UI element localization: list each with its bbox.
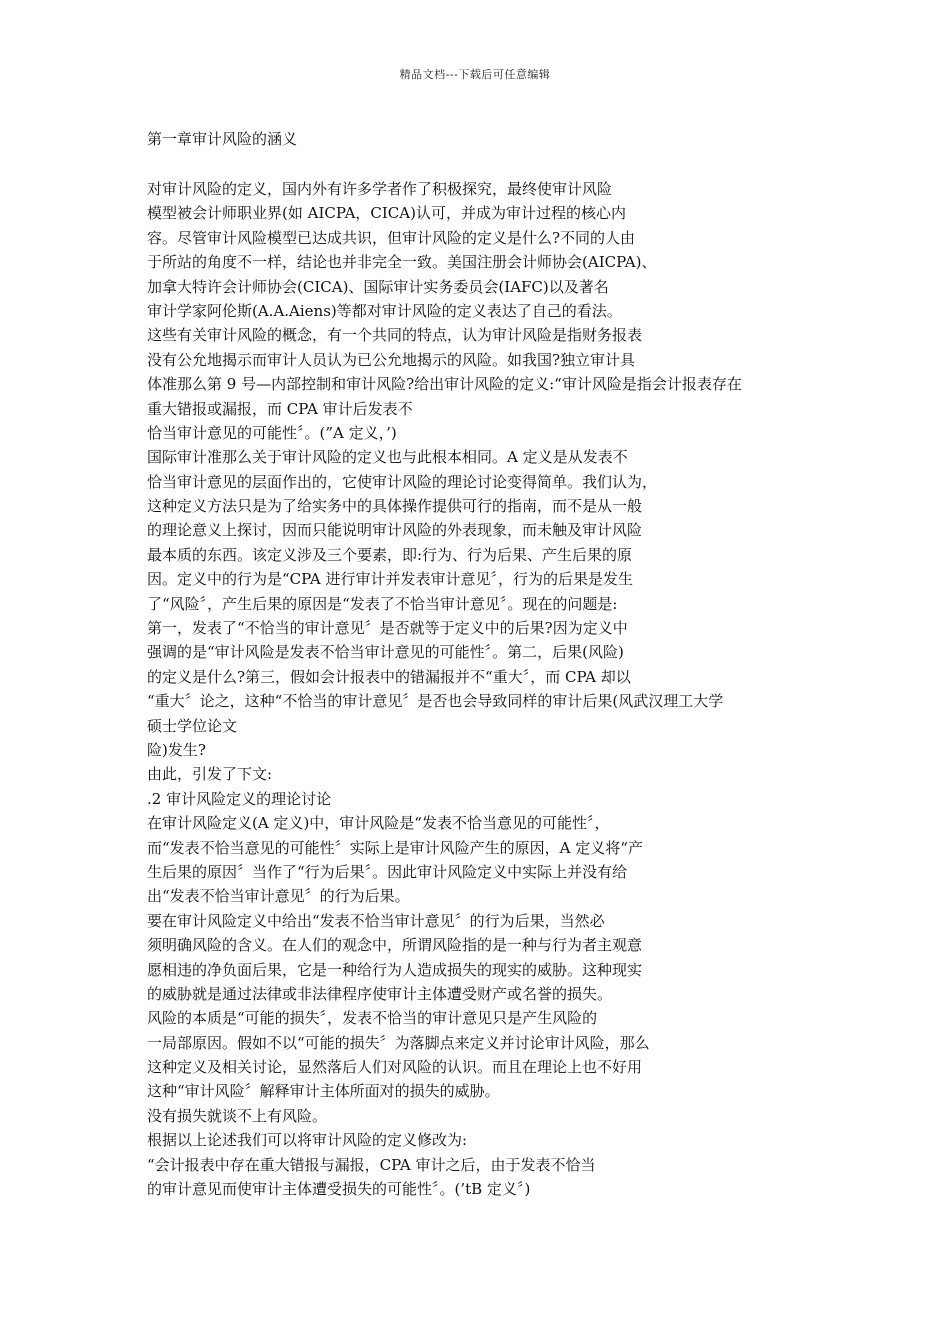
text-line: 硕士学位论文 bbox=[147, 716, 238, 735]
text-line: “重大〞论之，这种“不恰当的审计意见〞是否也会导致同样的审计后果(风武汉理工大学 bbox=[147, 692, 724, 711]
text-line: 这种定义方法只是为了给实务中的具体操作提供可行的指南，而不是从一般 bbox=[147, 497, 643, 516]
text-line: 的审计意见而使审计主体遭受损失的可能性〞。(’tB 定义〞) bbox=[147, 1180, 531, 1199]
text-line: 险)发生? bbox=[147, 740, 206, 759]
text-line: 于所站的角度不一样，结论也并非完全一致。美国注册会计师协会(AICPA)、 bbox=[147, 253, 657, 272]
text-line: 恰当审计意见的层面作出的，它使审计风险的理论讨论变得简单。我们认为， bbox=[147, 472, 658, 491]
text-line: 要在审计风险定义中给出“发表不恰当审计意见〞的行为后果，当然必 bbox=[147, 911, 605, 930]
text-line: 的定义是什么?第三，假如会计报表中的错漏报并不“重大〞，而 CPA 却以 bbox=[147, 667, 631, 686]
text-line: 强调的是“审计风险是发表不恰当审计意见的可能性〞。第二，后果(风险) bbox=[147, 643, 624, 662]
text-line: 容。尽管审计风险模型已达成共识，但审计风险的定义是什么?不同的人由 bbox=[147, 228, 636, 247]
text-line: 第一，发表了“不恰当的审计意见〞是否就等于定义中的后果?因为定义中 bbox=[147, 619, 628, 638]
text-line: 在审计风险定义(A 定义)中，审计风险是“发表不恰当意见的可能性〞， bbox=[147, 814, 610, 833]
text-line: 这些有关审计风险的概念，有一个共同的特点，认为审计风险是指财务报表 bbox=[147, 326, 643, 345]
text-line: 没有公允地揭示而审计人员认为已公允地揭示的风险。如我国?独立审计具 bbox=[147, 350, 636, 369]
text-line: 国际审计准那么关于审计风险的定义也与此根本相同。A 定义是从发表不 bbox=[147, 448, 628, 467]
document-body bbox=[147, 177, 827, 1201]
section-heading: .2 审计风险定义的理论讨论 bbox=[147, 789, 332, 808]
text-line: 须明确风险的含义。在人们的观念中，所谓风险指的是一种与行为者主观意 bbox=[147, 936, 643, 955]
text-line: 由此，引发了下文: bbox=[147, 765, 273, 784]
text-line: 根据以上论述我们可以将审计风险的定义修改为: bbox=[147, 1131, 468, 1150]
text-line: 重大错报或漏报，而 CPA 审计后发表不 bbox=[147, 399, 413, 418]
text-line: 没有损失就谈不上有风险。 bbox=[147, 1106, 328, 1125]
text-line: 最本质的东西。该定义涉及三个要素，即:行为、行为后果、产生后果的原 bbox=[147, 545, 633, 564]
text-line: 这种“审计风险〞解释审计主体所面对的损失的威胁。 bbox=[147, 1082, 500, 1101]
text-line: 体准那么第 9 号—内部控制和审计风险?给出审计风险的定义:“审计风险是指会计报表存在 bbox=[147, 375, 742, 394]
text-line: “会计报表中存在重大错报与漏报，CPA 审计之后，由于发表不恰当 bbox=[147, 1155, 596, 1174]
text-line: 一局部原因。假如不以“可能的损失〞为落脚点来定义并讨论审计风险，那么 bbox=[147, 1033, 650, 1052]
text-line: 的威胁就是通过法律或非法律程序使审计主体遭受财产或名誉的损失。 bbox=[147, 984, 613, 1003]
text-line: 因。定义中的行为是“CPA 进行审计并发表审计意见〞，行为的后果是发生 bbox=[147, 570, 633, 589]
text-line: 了“风险〞，产生后果的原因是“发表了不恰当审计意见〞。现在的问题是: bbox=[147, 594, 618, 613]
text-line: 生后果的原因〞当作了“行为后果〞。因此审计风险定义中实际上并没有给 bbox=[147, 862, 628, 881]
text-line: 加拿大特许会计师协会(CICA)、国际审计实务委员会(IAFC)以及著名 bbox=[147, 277, 609, 296]
chapter-title: 第一章审计风险的涵义 bbox=[147, 130, 298, 148]
text-line: 的理论意义上探讨，因而只能说明审计风险的外表现象，而未触及审计风险 bbox=[147, 521, 643, 540]
text-line: 愿相违的净负面后果，它是一种给行为人造成损失的现实的威胁。这种现实 bbox=[147, 960, 643, 979]
text-line: 出“发表不恰当审计意见〞的行为后果。 bbox=[147, 887, 410, 906]
text-line: 而“发表不恰当意见的可能性〞实际上是审计风险产生的原因，A 定义将“产 bbox=[147, 838, 643, 857]
text-line: 审计学家阿伦斯(A.A.Aiens)等都对审计风险的定义表达了自己的看法。 bbox=[147, 301, 622, 320]
text-line: 恰当审计意见的可能性〞。(”A 定义，’) bbox=[147, 423, 397, 442]
page-header: 精品文档---下载后可任意编辑 bbox=[399, 68, 551, 81]
text-line: 风险的本质是“可能的损失〞，发表不恰当的审计意见只是产生风险的 bbox=[147, 1009, 598, 1028]
text-line: 对审计风险的定义，国内外有许多学者作了积极探究，最终使审计风险 bbox=[147, 180, 613, 198]
text-line: 这种定义及相关讨论，显然落后人们对风险的认识。而且在理论上也不好用 bbox=[147, 1058, 643, 1077]
text-line: 模型被会计师职业界(如 AICPA，CICA)认可，并成为审计过程的核心内 bbox=[147, 204, 626, 223]
